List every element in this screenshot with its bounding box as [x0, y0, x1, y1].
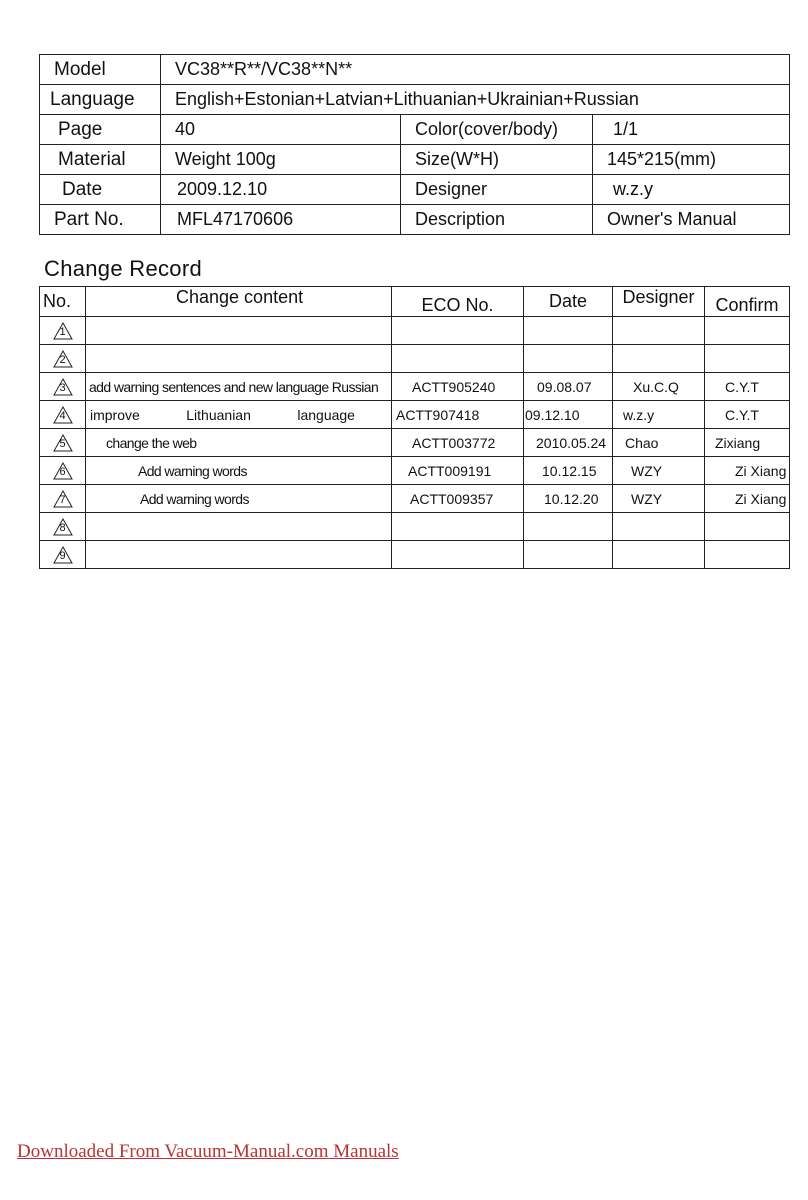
- row-designer: [613, 317, 705, 345]
- spec-row-page: [40, 115, 790, 145]
- weight-value: Weight 100g: [161, 145, 401, 175]
- revision-triangle-icon: 1: [53, 322, 73, 340]
- revision-triangle-icon: 3: [53, 378, 73, 396]
- row-eco: ACTT009357: [392, 485, 524, 513]
- row-date: 10.12.20: [524, 485, 613, 513]
- color-label: Color(cover/body): [401, 115, 593, 145]
- table-row: [40, 317, 790, 345]
- row-designer: Chao: [613, 429, 705, 457]
- spec-row-language: [40, 85, 790, 115]
- header-designer: Designer: [613, 287, 705, 317]
- description-value: Owner's Manual: [593, 205, 790, 235]
- size-value: 145*215(mm): [593, 145, 790, 175]
- row-designer: WZY: [613, 485, 705, 513]
- row-confirm: C.Y.T: [705, 401, 790, 429]
- description-label: Description: [401, 205, 593, 235]
- page-label: Page: [40, 115, 161, 145]
- row-confirm: C.Y.T: [705, 373, 790, 401]
- model-value: VC38**R**/VC38**N**: [161, 55, 790, 85]
- designer-value: w.z.y: [593, 175, 790, 205]
- header-date: Date: [524, 287, 613, 317]
- partno-value: MFL47170606: [161, 205, 401, 235]
- footer-download-link[interactable]: Downloaded From Vacuum-Manual.com Manuals: [17, 1141, 399, 1162]
- row-date: [524, 317, 613, 345]
- row-content: Add warning words: [86, 485, 392, 513]
- spec-row-material: [40, 145, 790, 175]
- row-designer: [613, 345, 705, 373]
- row-eco: [392, 345, 524, 373]
- row-content: [86, 317, 392, 345]
- table-row: [40, 401, 790, 429]
- row-designer: Xu.C.Q: [613, 373, 705, 401]
- change-record-header: [40, 287, 790, 317]
- row-content-word: Lithuanian: [186, 406, 251, 423]
- row-eco: ACTT003772: [392, 429, 524, 457]
- revision-triangle-icon: 6: [53, 462, 73, 480]
- row-confirm: Zixiang: [705, 429, 790, 457]
- size-label: Size(W*H): [401, 145, 593, 175]
- row-designer: [613, 513, 705, 541]
- row-content: [86, 345, 392, 373]
- material-label: Material: [40, 145, 161, 175]
- header-change-content: Change content: [86, 287, 392, 317]
- revision-triangle-icon: 7: [53, 490, 73, 508]
- row-content: [86, 401, 392, 429]
- header-no: No.: [40, 287, 86, 317]
- table-row: [40, 485, 790, 513]
- date-label: Date: [40, 175, 161, 205]
- page-value: 40: [161, 115, 401, 145]
- row-date: [524, 541, 613, 569]
- row-designer: [613, 541, 705, 569]
- table-row: [40, 457, 790, 485]
- row-date: 2010.05.24: [524, 429, 613, 457]
- row-content: [86, 513, 392, 541]
- spec-row-date: [40, 175, 790, 205]
- row-confirm: Zi Xiang: [705, 485, 790, 513]
- row-date: 09.08.07: [524, 373, 613, 401]
- spec-row-model: [40, 55, 790, 85]
- row-date: 09.12.10: [524, 401, 613, 429]
- row-eco: [392, 541, 524, 569]
- change-record-title: Change Record: [44, 256, 202, 281]
- revision-triangle-icon: 8: [53, 518, 73, 536]
- spec-row-partno: [40, 205, 790, 235]
- spec-table: [39, 54, 790, 235]
- row-date: [524, 513, 613, 541]
- row-content: Add warning words: [86, 457, 392, 485]
- row-confirm: [705, 513, 790, 541]
- row-eco: [392, 317, 524, 345]
- revision-triangle-icon: 5: [53, 434, 73, 452]
- row-content-word: improve: [90, 406, 140, 423]
- row-confirm: [705, 345, 790, 373]
- row-content: [86, 541, 392, 569]
- revision-triangle-icon: 9: [53, 546, 73, 564]
- table-row: [40, 513, 790, 541]
- change-record-table: [39, 286, 790, 569]
- row-eco: ACTT907418: [392, 401, 524, 429]
- row-confirm: [705, 541, 790, 569]
- row-date: [524, 345, 613, 373]
- language-value: English+Estonian+Latvian+Lithuanian+Ukrainian+Russian: [161, 85, 790, 115]
- date-value: 2009.12.10: [161, 175, 401, 205]
- table-row: [40, 541, 790, 569]
- row-content: add warning sentences and new language Russian: [86, 373, 392, 401]
- header-confirm: Confirm: [705, 287, 790, 317]
- table-row: [40, 345, 790, 373]
- row-eco: ACTT009191: [392, 457, 524, 485]
- row-designer: WZY: [613, 457, 705, 485]
- row-designer: w.z.y: [613, 401, 705, 429]
- header-eco-no: ECO No.: [392, 287, 524, 317]
- row-confirm: Zi Xiang: [705, 457, 790, 485]
- revision-triangle-icon: 2: [53, 350, 73, 368]
- color-value: 1/1: [593, 115, 790, 145]
- row-confirm: [705, 317, 790, 345]
- table-row: [40, 373, 790, 401]
- partno-label: Part No.: [40, 205, 161, 235]
- row-date: 10.12.15: [524, 457, 613, 485]
- designer-label: Designer: [401, 175, 593, 205]
- row-content-word: language: [297, 406, 355, 423]
- table-row: [40, 429, 790, 457]
- row-eco: ACTT905240: [392, 373, 524, 401]
- row-content: change the web: [86, 429, 392, 457]
- language-label: Language: [40, 85, 161, 115]
- model-label: Model: [40, 55, 161, 85]
- revision-triangle-icon: 4: [53, 406, 73, 424]
- row-eco: [392, 513, 524, 541]
